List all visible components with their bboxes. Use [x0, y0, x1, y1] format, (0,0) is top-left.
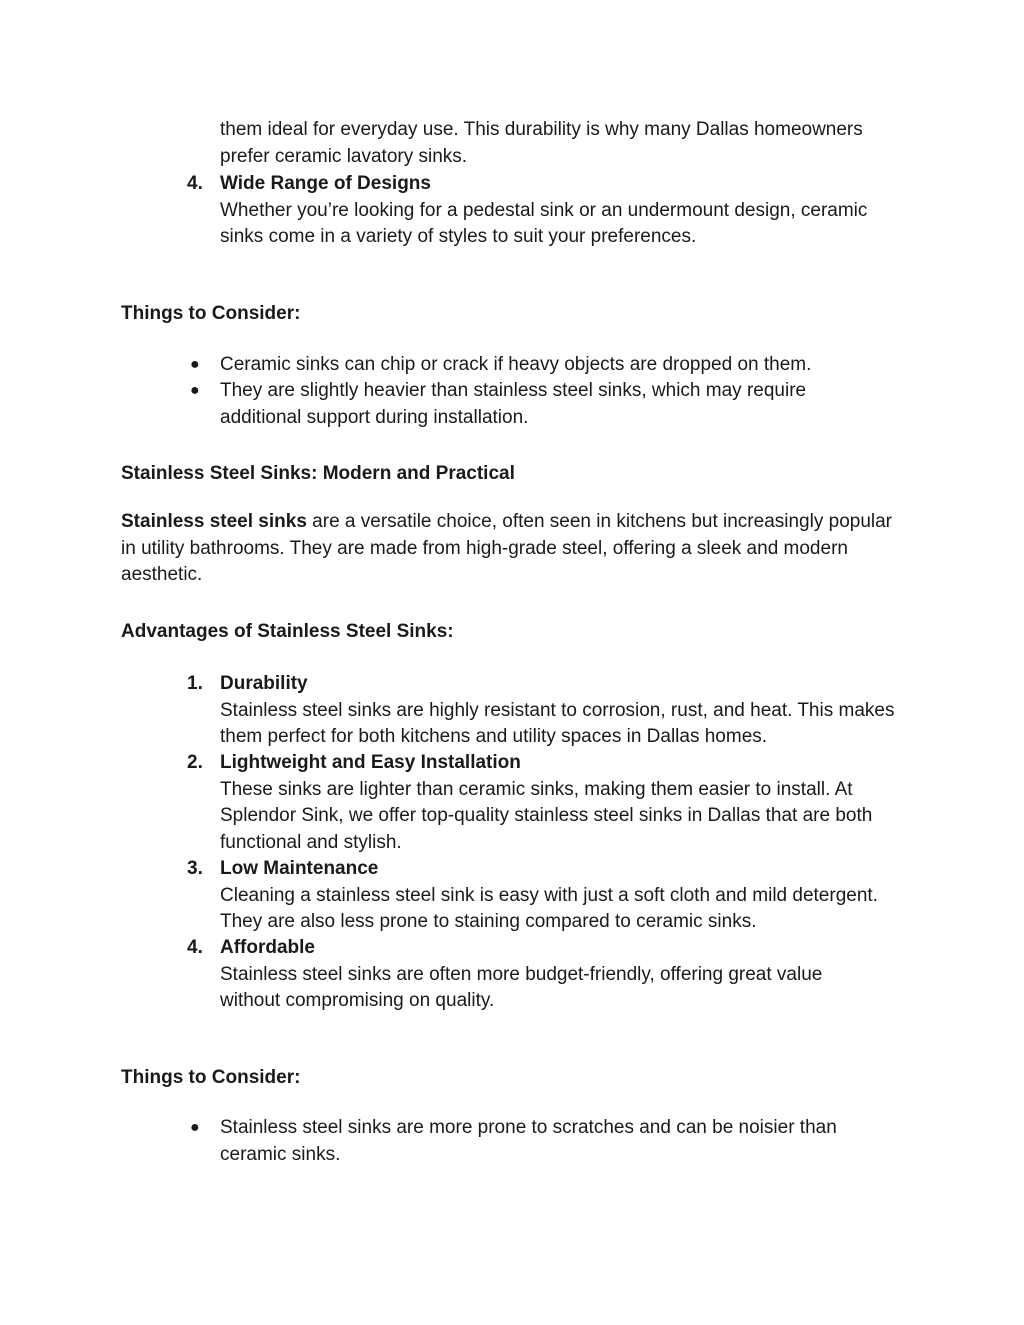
list-item-title: Affordable [220, 937, 315, 958]
list-item-content [220, 171, 910, 251]
list-item-description: Whether you’re looking for a pedestal sink or an undermount design, ceramic sinks come in a variety of styles to suit your preferences. [220, 199, 868, 247]
list-item-content [220, 750, 910, 856]
list-item-description: Cleaning a stainless steel sink is easy with just a soft cloth and mild detergent. They are also less prone to staining compared to ceramic sinks. [220, 884, 878, 932]
list-item-description: Stainless steel sinks are often more budget-friendly, offering great value without compromising on quality. [220, 963, 823, 1011]
list-marker: 1. [187, 673, 203, 694]
list-item-content [220, 671, 910, 751]
list-item-content [220, 935, 870, 1015]
list-marker: 3. [187, 858, 203, 879]
intro-bold-term: Stainless steel sinks [121, 511, 307, 532]
bullet-item: They are slightly heavier than stainless steel sinks, which may require additional support during installation. [220, 380, 807, 428]
list-marker: 2. [187, 752, 203, 773]
section-heading-advantages: Advantages of Stainless Steel Sinks: [121, 621, 454, 642]
section-heading-stainless-consider: Things to Consider: [121, 1067, 301, 1088]
list-item-title: Lightweight and Easy Installation [220, 752, 521, 773]
list-item-description: Stainless steel sinks are highly resistant to corrosion, rust, and heat. This makes them perfect for both kitchens and utility spaces in Dallas homes. [220, 699, 895, 747]
intro-text: are a versatile choice, often seen in kitchens but increasingly popular in utility bathrooms. They are made from high-grade steel, offering a sleek and modern aesthetic. [121, 511, 893, 585]
stainless-intro-paragraph [121, 509, 901, 589]
list-item-title: Low Maintenance [220, 858, 379, 879]
list-item-content [220, 856, 910, 936]
section-heading-ceramic-consider: Things to Consider: [121, 303, 301, 324]
bullet-icon: ● [190, 1119, 200, 1136]
bullet-icon: ● [190, 382, 200, 399]
continuation-text: them ideal for everyday use. This durability is why many Dallas homeowners prefer ceramic lavatory sinks. [220, 119, 863, 167]
list-item-title: Durability [220, 673, 308, 694]
list-marker: 4. [187, 937, 203, 958]
bullet-icon: ● [190, 356, 200, 373]
bullet-item: Stainless steel sinks are more prone to scratches and can be noisier than ceramic sinks. [220, 1117, 837, 1165]
list-marker: 4. [187, 173, 203, 194]
bullet-item: Ceramic sinks can chip or crack if heavy objects are dropped on them. [220, 354, 812, 375]
section-heading-stainless: Stainless Steel Sinks: Modern and Practical [121, 463, 515, 484]
list-item-description: These sinks are lighter than ceramic sinks, making them easier to install. At Splendor Sink, we offer top-quality stainless steel sinks in Dallas that are both functional and stylish. [220, 778, 873, 853]
list-item-title: Wide Range of Designs [220, 173, 431, 194]
